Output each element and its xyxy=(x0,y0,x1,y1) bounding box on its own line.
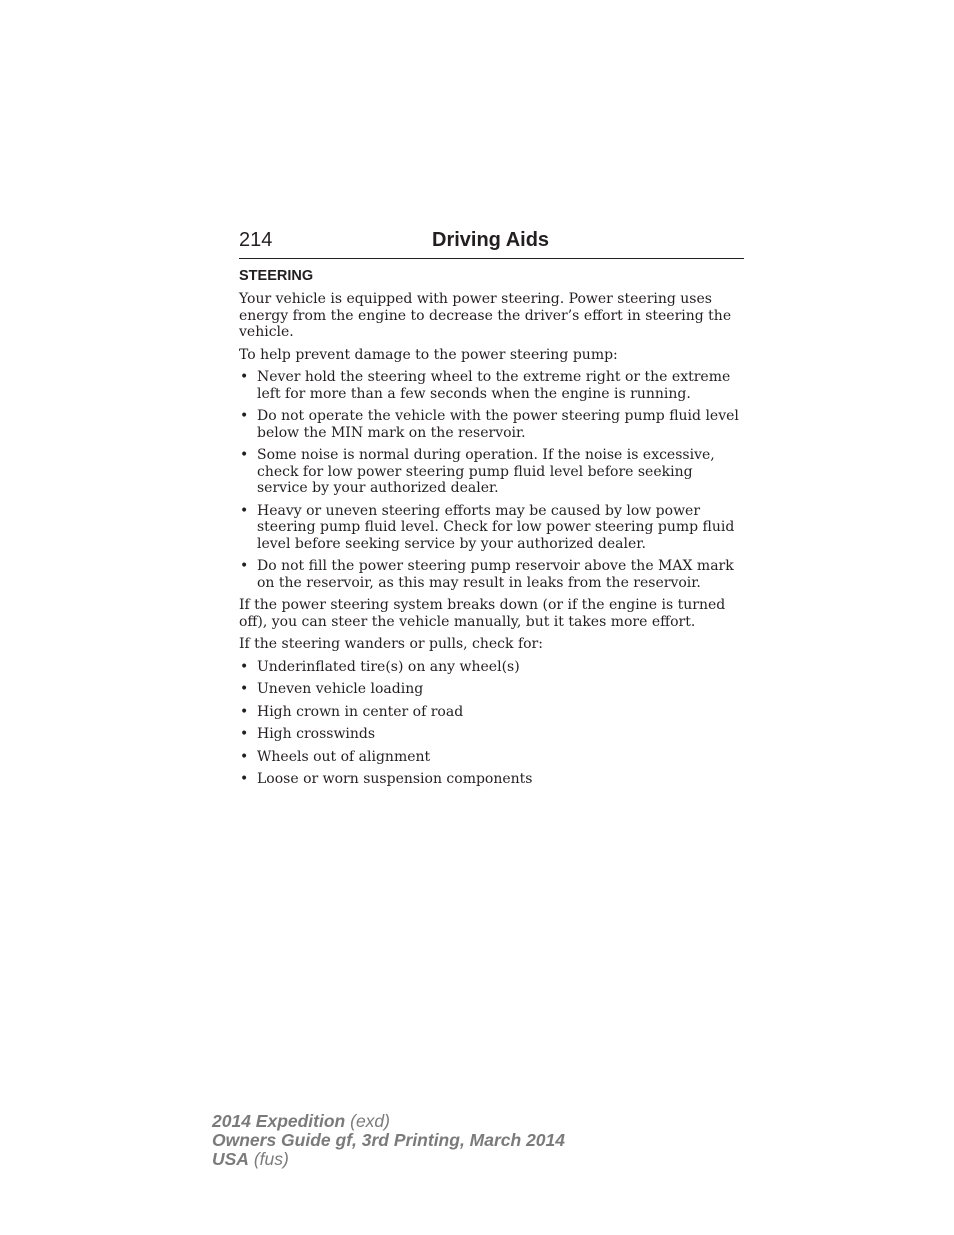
bullet-icon: • xyxy=(240,369,249,385)
document-footer xyxy=(212,1112,565,1169)
page-number: 214 xyxy=(239,229,273,251)
list-item-text: Heavy or uneven steering efforts may be caused by low power steering pump fluid level. Check for low power steering pump fluid level before seeking service by your authorized dealer. xyxy=(257,502,735,552)
footer-model-code: (exd) xyxy=(345,1111,390,1131)
list-item-text: Loose or worn suspension components xyxy=(257,771,533,787)
bullet-icon: • xyxy=(240,703,249,720)
list-item xyxy=(239,726,745,743)
wander-intro-paragraph: If the steering wanders or pulls, check for: xyxy=(239,636,543,652)
list-item xyxy=(239,659,745,676)
section-heading: STEERING xyxy=(239,268,314,284)
list-item-text: Do not fill the power steering pump reservoir above the MAX mark on the reservoir, as this may result in leaks from the reservoir. xyxy=(257,558,734,591)
list-item xyxy=(239,408,745,441)
list-item-text: Wheels out of alignment xyxy=(257,748,431,765)
bullet-icon: • xyxy=(240,681,249,697)
bullet-icon: • xyxy=(240,748,249,765)
page-header xyxy=(239,228,744,259)
footer-market-code: (fus) xyxy=(248,1149,289,1169)
list-item-text: Some noise is normal during operation. If the noise is excessive, check for low power steering pump fluid level before seeking service by your authorized dealer. xyxy=(257,447,715,496)
list-item-text: High crown in center of road xyxy=(257,703,464,720)
bullet-icon: • xyxy=(240,658,249,675)
bullet-icon: • xyxy=(240,726,249,742)
list-item-text: Never hold the steering wheel to the extreme right or the extreme left for more than a few seconds when the engine is running. xyxy=(257,369,731,402)
wander-list xyxy=(239,659,745,788)
footer-line-model xyxy=(212,1112,565,1131)
intro-paragraph: Your vehicle is equipped with power steering. Power steering uses energy from the engine to decrease the driver’s effort in steering the vehicle. xyxy=(239,291,732,340)
list-item xyxy=(239,681,745,698)
bullet-icon: • xyxy=(240,408,249,424)
page-title: Driving Aids xyxy=(432,229,550,251)
prevent-list xyxy=(239,369,745,591)
footer-market-name: USA xyxy=(212,1149,249,1169)
bullet-icon: • xyxy=(240,558,249,574)
list-item xyxy=(239,771,745,788)
list-item xyxy=(239,749,745,766)
prevent-intro-paragraph: To help prevent damage to the power steering pump: xyxy=(239,346,618,363)
main-content xyxy=(239,268,745,794)
bullet-icon: • xyxy=(240,771,249,787)
breakdown-paragraph: If the power steering system breaks down (or if the engine is turned off), you can steer the vehicle manually, but it takes more effort. xyxy=(239,597,726,630)
bullet-icon: • xyxy=(240,447,249,463)
footer-model-name: 2014 Expedition xyxy=(212,1111,346,1131)
footer-printing-line: Owners Guide gf, 3rd Printing, March 2014 xyxy=(212,1130,565,1150)
list-item xyxy=(239,704,745,721)
list-item xyxy=(239,558,745,591)
list-item-text: Do not operate the vehicle with the power steering pump fluid level below the MIN mark on the reservoir. xyxy=(257,408,739,441)
footer-line-market xyxy=(212,1150,565,1169)
bullet-icon: • xyxy=(240,502,249,519)
list-item-text: Underinflated tire(s) on any wheel(s) xyxy=(257,658,520,675)
list-item-text: Uneven vehicle loading xyxy=(257,681,424,697)
list-item xyxy=(239,447,745,497)
list-item xyxy=(239,369,745,402)
list-item-text: High crosswinds xyxy=(257,726,376,742)
list-item xyxy=(239,503,745,553)
